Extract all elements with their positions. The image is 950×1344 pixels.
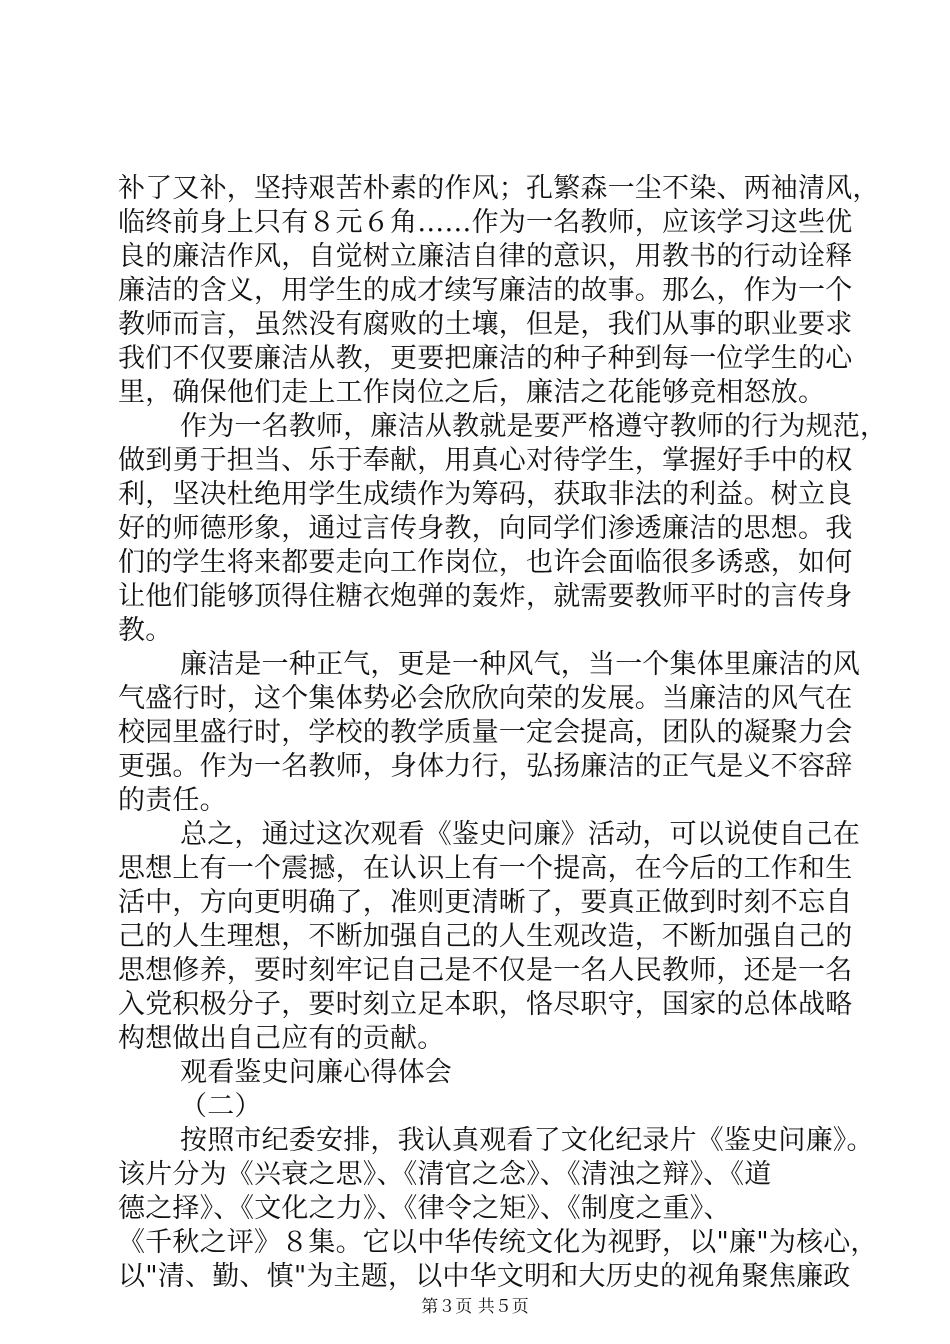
text-line: 我们不仅要廉洁从教，更要把廉洁的种子种到每一位学生的心 (118, 343, 853, 374)
text-line: 教师而言，虽然没有腐败的土壤，但是，我们从事的职业要求 (118, 309, 853, 340)
text-line: 德之择》、《文化之力》、《律令之矩》、《制度之重》、 (118, 1193, 731, 1224)
text-line: 入党积极分子，要时刻立足本职，恪尽职守，国家的总体战略 (118, 989, 853, 1020)
text-line: 补了又补，坚持艰苦朴素的作风；孔繁森一尘不染、两袖清风， (118, 173, 880, 204)
text-line: 己的人生理想，不断加强自己的人生观改造，不断加强自己的 (118, 921, 853, 952)
text-line: 该片分为《兴衰之思》、《清官之念》、《清浊之辩》、《道 (118, 1159, 772, 1190)
text-line: 教。 (118, 615, 173, 646)
text-line: 思想修养，要时刻牢记自己是不仅是一名人民教师，还是一名 (118, 955, 853, 986)
text-line: 总之，通过这次观看《鉴史问廉》活动，可以说使自己在 (180, 819, 860, 850)
text-line: 利，坚决杜绝用学生成绩作为筹码，获取非法的利益。树立良 (118, 479, 853, 510)
text-line: 好的师德形象，通过言传身教，向同学们渗透廉洁的思想。我 (118, 513, 853, 544)
text-line: 廉洁是一种正气，更是一种风气，当一个集体里廉洁的风 (180, 649, 860, 680)
text-line: 按照市纪委安排，我认真观看了文化纪录片《鉴史问廉》。 (180, 1125, 874, 1156)
text-line: 做到勇于担当、乐于奉献，用真心对待学生，掌握好手中的权 (118, 445, 853, 476)
text-line: 临终前身上只有８元６角……作为一名教师，应该学习这些优 (118, 207, 853, 238)
text-line: 更强。作为一名教师，身体力行，弘扬廉洁的正气是义不容辞 (118, 751, 853, 782)
text-line: 作为一名教师，廉洁从教就是要严格遵守教师的行为规范， (180, 411, 888, 442)
text-line: 里，确保他们走上工作岗位之后，廉洁之花能够竞相怒放。 (118, 377, 826, 408)
text-line: 气盛行时，这个集体势必会欣欣向荣的发展。当廉洁的风气在 (118, 683, 853, 714)
text-line: 良的廉洁作风，自觉树立廉洁自律的意识，用教书的行动诠释 (118, 241, 853, 272)
page-footer: 第３页 共５页 (421, 1297, 529, 1317)
text-line: 构想做出自己应有的贡献。 (118, 1023, 445, 1054)
text-line: 校园里盛行时，学校的教学质量一定会提高，团队的凝聚力会 (118, 717, 853, 748)
text-line: 《千秋之评》８集。它以中华传统文化为视野，以"廉"为核心， (118, 1227, 878, 1258)
text-line: 观看鉴史问廉心得体会 (180, 1057, 452, 1088)
text-line: 以"清、勤、慎"为主题，以中华文明和大历史的视角聚焦廉政 (118, 1261, 851, 1292)
text-line: （二） (180, 1091, 262, 1122)
text-line: 们的学生将来都要走向工作岗位，也许会面临很多诱惑，如何 (118, 547, 853, 578)
text-line: 廉洁的含义，用学生的成才续写廉洁的故事。那么，作为一个 (118, 275, 853, 306)
text-line: 让他们能够顶得住糖衣炮弹的轰炸，就需要教师平时的言传身 (118, 581, 853, 612)
body-text (118, 172, 888, 1294)
text-line: 思想上有一个震撼，在认识上有一个提高，在今后的工作和生 (118, 853, 853, 884)
text-line: 活中，方向更明确了，准则更清晰了，要真正做到时刻不忘自 (118, 887, 853, 918)
text-line: 的责任。 (118, 785, 227, 816)
